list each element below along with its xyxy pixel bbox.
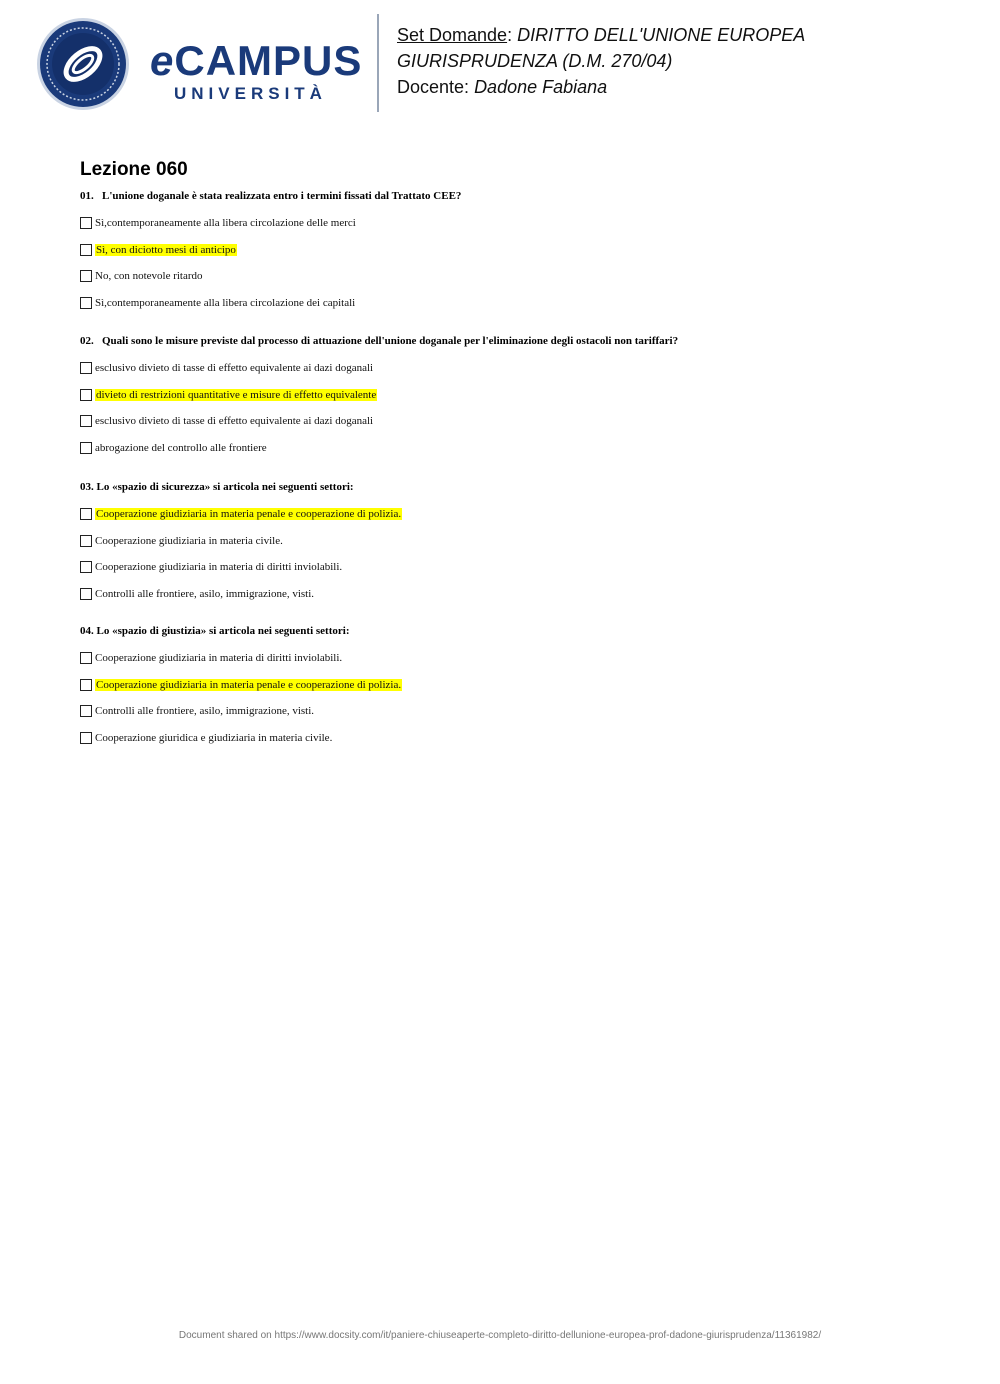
answer-option[interactable] [80, 506, 402, 521]
question-2 [80, 335, 678, 347]
answer-label: Sì,contemporaneamente alla libera circolazione delle merci [95, 216, 356, 229]
answer-checkbox[interactable] [80, 244, 92, 256]
answer-checkbox[interactable] [80, 705, 92, 717]
ecampus-seal-logo [36, 17, 130, 111]
answer-label-highlighted: Cooperazione giudiziaria in materia penale e cooperazione di polizia. [96, 678, 402, 691]
answer-label: Controlli alle frontiere, asilo, immigrazione, visti. [95, 704, 315, 717]
answer-option[interactable] [80, 703, 314, 718]
answer-checkbox[interactable] [80, 561, 92, 573]
question-number: 02. [80, 335, 94, 347]
answer-label: No, con notevole ritardo [95, 269, 203, 282]
header-info [397, 22, 805, 100]
answer-checkbox[interactable] [80, 389, 92, 401]
brand-main: CAMPUS [174, 37, 363, 84]
brand-e: e [150, 37, 175, 84]
question-3 [80, 481, 354, 493]
lesson-title: Lezione 060 [80, 159, 188, 180]
answer-option[interactable] [80, 730, 332, 745]
answer-label: Sì,contemporaneamente alla libera circolazione dei capitali [95, 296, 356, 309]
answer-label: Cooperazione giuridica e giudiziaria in materia civile. [95, 731, 333, 744]
set-title-line1: DIRITTO DELL'UNIONE EUROPEA [517, 25, 806, 45]
brand-sub: UNIVERSITÀ [174, 84, 327, 103]
question-4 [80, 625, 349, 637]
answer-label: Cooperazione giudiziaria in materia civile. [95, 534, 283, 547]
answer-checkbox[interactable] [80, 588, 92, 600]
answer-option[interactable] [80, 440, 267, 455]
answer-label-highlighted: divieto di restrizioni quantitative e misure di effetto equivalente [96, 388, 377, 401]
answer-label: abrogazione del controllo alle frontiere [95, 441, 267, 454]
answer-checkbox[interactable] [80, 652, 92, 664]
question-number: 03. [80, 481, 94, 493]
answer-option[interactable] [80, 677, 402, 692]
header-divider [377, 14, 379, 112]
answer-label: Controlli alle frontiere, asilo, immigrazione, visti. [95, 587, 315, 600]
answer-option[interactable] [80, 268, 203, 283]
question-text: Lo «spazio di giustizia» si articola nei seguenti settori: [96, 625, 350, 637]
question-text: Quali sono le misure previste dal processo di attuazione dell'unione doganale per l'eliminazione degli ostacoli non tariffari? [102, 335, 679, 347]
answer-checkbox[interactable] [80, 297, 92, 309]
answer-checkbox[interactable] [80, 415, 92, 427]
answer-checkbox[interactable] [80, 679, 92, 691]
answer-checkbox[interactable] [80, 732, 92, 744]
docente-label: Docente: [397, 77, 470, 97]
question-number: 01. [80, 190, 94, 202]
answer-option[interactable] [80, 295, 355, 310]
answer-option[interactable] [80, 533, 283, 548]
answer-checkbox[interactable] [80, 217, 92, 229]
answer-option[interactable] [80, 387, 377, 402]
answer-option[interactable] [80, 242, 237, 257]
answer-option[interactable] [80, 413, 373, 428]
answer-option[interactable] [80, 650, 342, 665]
question-1 [80, 190, 461, 202]
answer-option[interactable] [80, 559, 342, 574]
answer-label-highlighted: Cooperazione giudiziaria in materia penale e cooperazione di polizia. [96, 507, 402, 520]
page-header [0, 0, 1000, 120]
question-number: 04. [80, 625, 94, 637]
question-text: Lo «spazio di sicurezza» si articola nei seguenti settori: [96, 481, 354, 493]
answer-label: Cooperazione giudiziaria in materia di diritti inviolabili. [95, 560, 343, 573]
answer-label: esclusivo divieto di tasse di effetto equivalente ai dazi doganali [95, 414, 374, 427]
answer-label-highlighted: Sì, con diciotto mesi di anticipo [96, 243, 236, 256]
answer-checkbox[interactable] [80, 270, 92, 282]
answer-checkbox[interactable] [80, 362, 92, 374]
ecampus-wordmark [150, 37, 363, 104]
answer-label: esclusivo divieto di tasse di effetto equivalente ai dazi doganali [95, 361, 374, 374]
answer-checkbox[interactable] [80, 535, 92, 547]
set-title-line2: GIURISPRUDENZA (D.M. 270/04) [397, 51, 673, 71]
answer-option[interactable] [80, 215, 356, 230]
docente-name: Dadone Fabiana [474, 77, 608, 97]
set-label: Set Domande [397, 25, 508, 45]
footer-source-note: Document shared on https://www.docsity.com/it/paniere-chiuseaperte-completo-diritto-dellunione-europea-prof-dadone-giurisprudenza/11361982/ [178, 1330, 822, 1341]
answer-checkbox[interactable] [80, 508, 92, 520]
question-text: L'unione doganale è stata realizzata entro i termini fissati dal Trattato CEE? [102, 190, 462, 202]
answer-option[interactable] [80, 360, 373, 375]
answer-option[interactable] [80, 586, 314, 601]
answer-checkbox[interactable] [80, 442, 92, 454]
set-separator: : [507, 25, 513, 45]
answer-label: Cooperazione giudiziaria in materia di diritti inviolabili. [95, 651, 343, 664]
